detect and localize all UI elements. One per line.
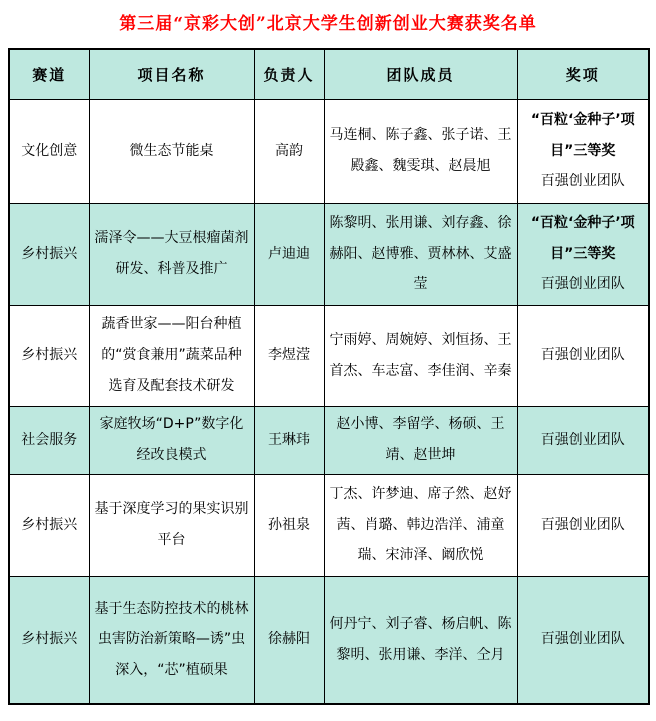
header-track: 赛道 [9, 49, 89, 99]
table-row [9, 305, 649, 406]
cell-award [517, 203, 649, 305]
cell-award [517, 474, 649, 576]
cell-leader: 徐赫阳 [254, 576, 324, 704]
cell-project-name: 基于生态防控技术的桃林虫害防治新策略—诱”虫深入，“芯”植硕果 [89, 576, 254, 704]
table-row [9, 576, 649, 704]
cell-team-members: 陈黎明、张用谦、刘存鑫、徐赫阳、赵博雅、贾林林、艾盛莹 [324, 203, 517, 305]
header-leader: 负责人 [254, 49, 324, 99]
award-label: 百强创业团队 [540, 516, 625, 533]
award-label: 百强创业团队 [540, 431, 625, 448]
cell-project-name: 蔬香世家——阳台种植的“赏食兼用”蔬菜品种选育及配套技术研发 [89, 305, 254, 406]
cell-team-members: 丁杰、许梦迪、席子然、赵妤茜、肖璐、韩边浩洋、浦童瑞、宋沛泽、阚欣悦 [324, 474, 517, 576]
document-page [0, 9, 656, 705]
awards-table [8, 48, 650, 705]
award-label: 百强创业团队 [540, 173, 625, 190]
cell-project-name: 基于深度学习的果实识别平台 [89, 474, 254, 576]
cell-project-name: 家庭牧场“D+P”数字化经改良模式 [89, 406, 254, 474]
cell-project-name: 濡泽令——大豆根瘤菌剂研发、科普及推广 [89, 203, 254, 305]
table-row [9, 406, 649, 474]
cell-track: 乡村振兴 [9, 305, 89, 406]
cell-track: 社会服务 [9, 406, 89, 474]
table-row [9, 474, 649, 576]
cell-team-members: 赵小博、李留学、杨硕、王靖、赵世坤 [324, 406, 517, 474]
cell-track: 乡村振兴 [9, 203, 89, 305]
header-project-name: 项目名称 [89, 49, 254, 99]
cell-team-members: 马连桐、陈子鑫、张子诺、王殿鑫、魏雯琪、赵晨旭 [324, 99, 517, 203]
cell-leader: 王琳玮 [254, 406, 324, 474]
header-award: 奖项 [517, 49, 649, 99]
cell-leader: 孙祖泉 [254, 474, 324, 576]
cell-track: 乡村振兴 [9, 576, 89, 704]
cell-award [517, 406, 649, 474]
header-team-members: 团队成员 [324, 49, 517, 99]
page-title: 第三届“京彩大创”北京大学生创新创业大赛获奖名单 [119, 14, 537, 34]
table-row [9, 203, 649, 305]
award-label: 百强创业团队 [540, 347, 625, 364]
cell-leader: 卢迪迪 [254, 203, 324, 305]
award-label: 百强创业团队 [540, 631, 625, 648]
cell-track: 文化创意 [9, 99, 89, 203]
cell-award [517, 99, 649, 203]
cell-team-members: 何丹宁、刘子睿、杨启帆、陈黎明、张用谦、李洋、仝月 [324, 576, 517, 704]
cell-award [517, 305, 649, 406]
award-special-label: “百粒‘金种子’项目”三等奖 [530, 111, 635, 159]
table-header-row [9, 49, 649, 99]
cell-track: 乡村振兴 [9, 474, 89, 576]
cell-leader: 李煜滢 [254, 305, 324, 406]
cell-project-name: 微生态节能桌 [89, 99, 254, 203]
award-special-label: “百粒‘金种子’项目”三等奖 [530, 214, 635, 262]
cell-award [517, 576, 649, 704]
cell-team-members: 宁雨婷、周婉婷、刘恒扬、王首杰、车志富、李佳润、辛秦 [324, 305, 517, 406]
cell-leader: 高韵 [254, 99, 324, 203]
table-row [9, 99, 649, 203]
award-label: 百强创业团队 [540, 276, 625, 293]
